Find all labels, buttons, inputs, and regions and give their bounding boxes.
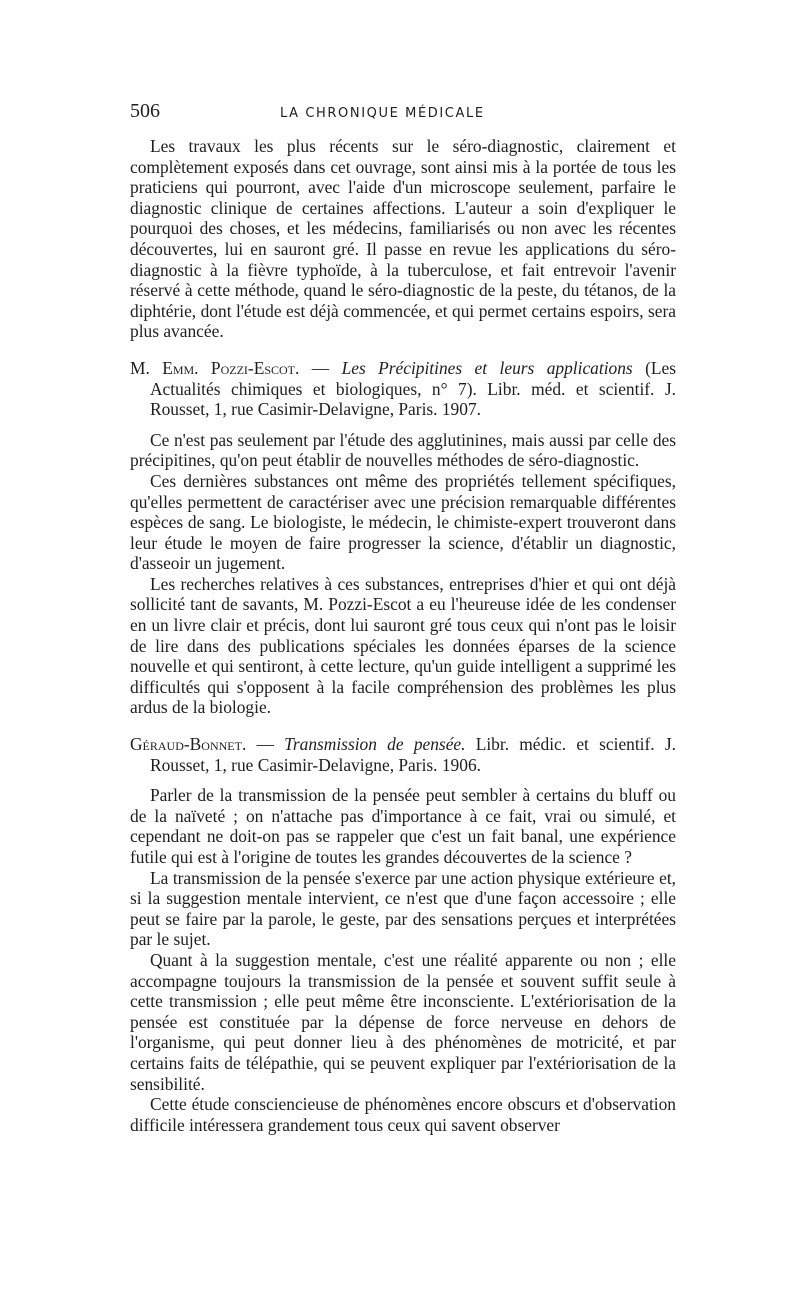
running-head <box>130 100 676 126</box>
intro-paragraph: Les travaux les plus récents sur le séro-diagnostic, clairement et complètement exposés dans cet ouvrage, sont ainsi mis à la portée de tous les praticiens qui pourront, avec l'aide d'un microscope seulement, parfaire le diagnostic clinique de certaines affections. L'auteur a soin d'expliquer le pourquoi des choses, et les médecins, familiarisés ou non avec les récentes découvertes, lui en sauront gré. Il passe en revue les applications du séro-diagnostic à la fièvre typhoïde, à la tuberculose, et fait entrevoir l'avenir réservé à cette méthode, quand le séro-diagnostic de la peste, du tétanos, de la diphtérie, dont l'étude est déjà commencée, et qui permet certains espoirs, sera plus avancée. <box>130 136 676 342</box>
review-citation-1 <box>130 358 676 420</box>
review-paragraph: Parler de la transmission de la pensée peut sembler à certains du bluff ou de la naïveté ; on n'attache pas d'importance à ce fait, vrai ou simulé, et cependant ne doit-on pas se rappeler que c'est un fait banal, une expérience futile qui est à l'origine de toutes les grandes découvertes de la science ? <box>130 785 676 867</box>
review-book-title: Transmission de pensée. <box>284 734 466 755</box>
journal-title: LA CHRONIQUE MÉDICALE <box>280 106 485 121</box>
citation-dash: — <box>299 357 342 378</box>
page-number: 506 <box>130 100 160 122</box>
review-paragraph: La transmission de la pensée s'exerce par une action physique extérieure et, si la suggestion mentale intervient, ce n'est que d'une façon accessoire ; elle peut se faire par la parole, le geste, par des sensations perçues et interprétées par le sujet. <box>130 867 676 950</box>
review-author: Géraud-Bonnet. <box>130 734 247 755</box>
review-paragraph: Cette étude consciencieuse de phénomènes encore obscurs et d'observation difficile intéressera grandement tous ceux qui savent observer <box>130 1094 676 1135</box>
review-author: M. Emm. Pozzi-Escot. <box>130 357 300 378</box>
page-body <box>130 136 676 1135</box>
citation-dash: — <box>246 734 285 755</box>
review-publication-details: (Les Actualités chimiques et biologiques, n° 7). Libr. méd. et scientif. J. Rousset, 1, rue Casimir-Delavigne, Paris. 1907. <box>150 357 676 420</box>
review-publication-details: Libr. médic. et scientif. J. Rousset, 1, rue Casimir-Delavigne, Paris. 1906. <box>150 734 677 775</box>
review-paragraph: Ce n'est pas seulement par l'étude des agglutinines, mais aussi par celle des précipitines, qu'on peut établir de nouvelles méthodes de séro-diagnostic. <box>130 429 676 471</box>
review-book-title: Les Précipitines et leurs applications <box>341 357 633 378</box>
review-paragraph: Les recherches relatives à ces substances, entreprises d'hier et qui ont déjà sollicité tant de savants, M. Pozzi-Escot a eu l'heureuse idée de les condenser en un livre clair et précis, dont lui sauront gré tous ceux qui n'ont pas le loisir de lire dans des publications spéciales les données éparses de la science nouvelle et qui sentiront, à cette lecture, qu'un guide intelligent a supprimé les difficultés qui s'opposent à la facile compréhension des problèmes les plus ardus de la biologie. <box>130 573 676 718</box>
review-paragraph: Quant à la suggestion mentale, c'est une réalité apparente ou non ; elle accompagne toujours la transmission de la pensée et souvent suffit seule à cette transmission ; elle peut même être inconsciente. L'extériorisation de la pensée est constituée par la dépense de force nerveuse en dehors de l'organisme, qui peut donner lieu à des phénomènes de motricité, et par certains faits de télépathie, qui se peuvent expliquer par l'extériorisation de la sensibilité. <box>130 949 676 1094</box>
review-citation-2 <box>130 734 676 775</box>
review-paragraph: Ces dernières substances ont même des propriétés tellement spécifiques, qu'elles permettent de caractériser avec une précision remarquable différentes espèces de sang. Le biologiste, le médecin, le chimiste-expert trouveront dans leur étude le moyen de faire progresser la science, d'établir un diagnostic, d'asseoir un jugement. <box>130 470 676 574</box>
